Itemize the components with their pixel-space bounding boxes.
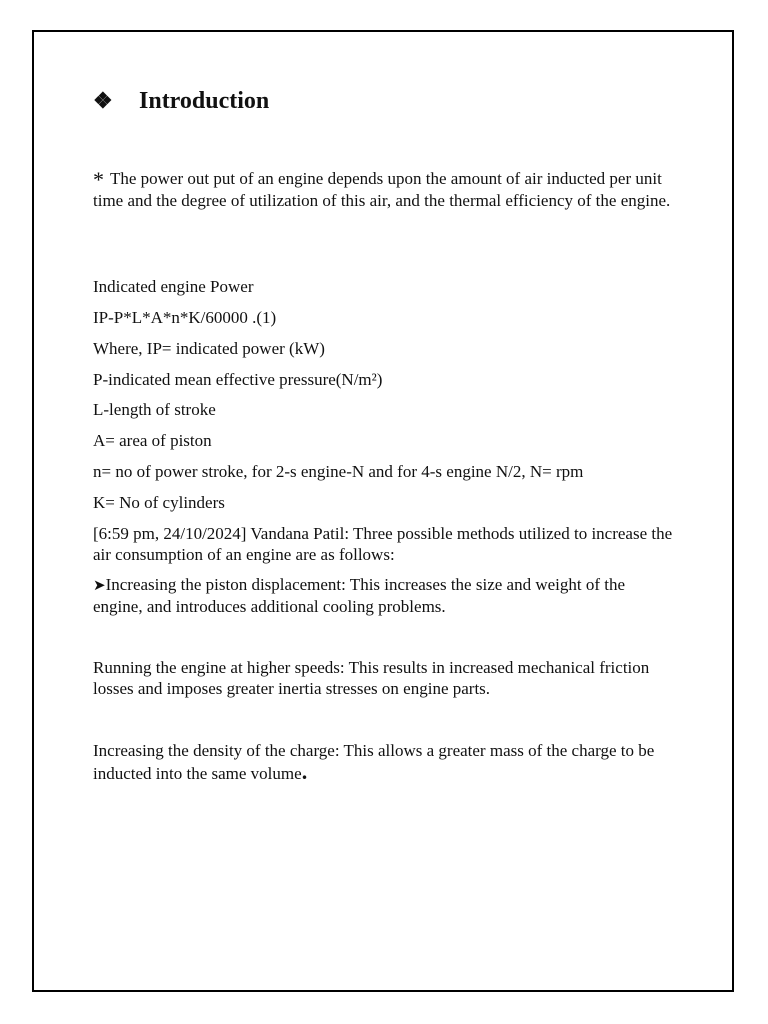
- formula-where: Where, IP= indicated power (kW): [93, 339, 325, 358]
- definition-k: K= No of cylinders: [93, 493, 225, 512]
- method-item-3-text: Increasing the density of the charge: This allows a greater mass of the charge to be inducted into the same volume: [93, 741, 655, 783]
- intro-paragraph: [93, 168, 678, 211]
- formula-title: Indicated engine Power: [93, 277, 254, 296]
- definition-p: P-indicated mean effective pressure(N/m²): [93, 370, 383, 389]
- definition-a: A= area of piston: [93, 431, 212, 450]
- section-title: Introduction: [139, 88, 270, 114]
- section-heading: [93, 86, 269, 116]
- definition-n: n= no of power stroke, for 2-s engine-N and for 4-s engine N/2, N= rpm: [93, 462, 584, 481]
- definition-l: L-length of stroke: [93, 400, 216, 419]
- intro-text: The power out put of an engine depends upon the amount of air inducted per unit time and the degree of utilization of this air, and the thermal efficiency of the engine.: [93, 169, 671, 210]
- method-item-3-period: .: [301, 759, 308, 784]
- method-item-3: [93, 740, 678, 784]
- method-item-1-text: Increasing the piston displacement: This increases the size and weight of the engine, and introduces additional cooling problems.: [93, 575, 626, 616]
- formula-equation: IP-P*L*A*n*K/60000 .(1): [93, 308, 277, 327]
- diamond-bullet-icon: ❖: [93, 88, 113, 113]
- arrow-bullet-icon: ➤: [93, 576, 106, 594]
- asterisk-bullet: *: [93, 167, 104, 192]
- method-item-2: Running the engine at higher speeds: This results in increased mechanical friction losses and imposes greater inertia stresses on engine parts.: [93, 658, 650, 698]
- chat-message: [6:59 pm, 24/10/2024] Vandana Patil: Three possible methods utilized to increase the air consumption of an engine are as follows:: [93, 524, 673, 564]
- method-item-1: [93, 574, 678, 617]
